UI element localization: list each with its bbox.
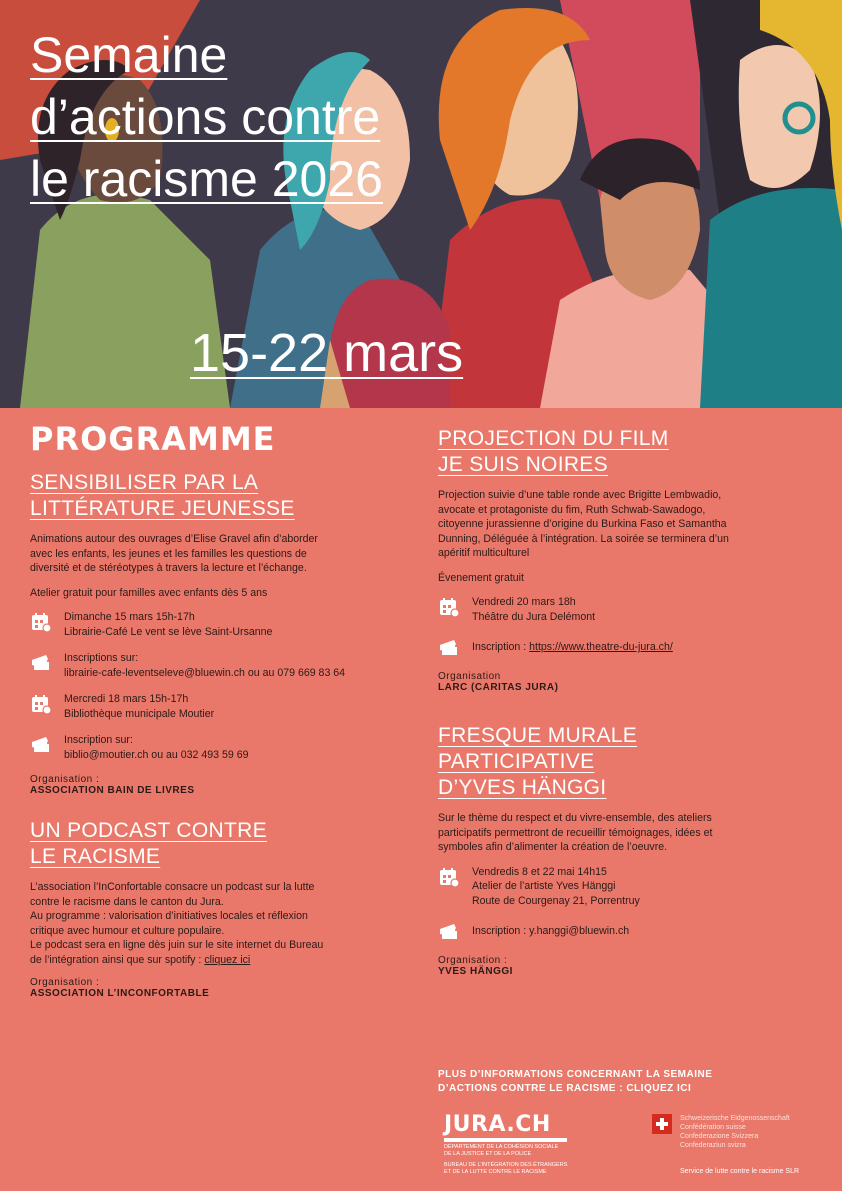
ticket-icon — [438, 921, 460, 943]
theatre-link[interactable]: https://www.theatre-du-jura.ch/ — [529, 641, 673, 653]
registration-film — [438, 636, 818, 659]
title-line: FRESQUE MURALE — [438, 724, 638, 747]
calendar-icon — [30, 611, 52, 633]
body-line: contre le racisme dans le canton du Jura. — [30, 895, 224, 908]
ticket-icon — [438, 637, 460, 659]
organisation-name: YVES HÄNGGI — [438, 966, 513, 977]
left-column — [30, 420, 415, 1021]
confederation-line: Confederaziun svizra — [680, 1142, 746, 1149]
programme-heading: PROGRAMME — [30, 420, 276, 458]
body-line: citoyenne jurassienne d’origine du Burkina Faso et Samantha — [438, 518, 727, 530]
section-litterature-title — [30, 470, 415, 522]
event-vendredis — [438, 865, 818, 909]
jura-bar — [444, 1138, 567, 1142]
registration-contact: biblio@moutier.ch ou au 032 493 59 69 — [64, 748, 249, 761]
confederation-line: Confederazione Svizzera — [680, 1133, 759, 1140]
body-line: Projection suivie d’une table ronde avec Brigitte Lembwadio, — [438, 489, 722, 501]
spotify-link[interactable]: cliquez ici — [204, 953, 251, 966]
atelier-note: Atelier gratuit pour familles avec enfants dès 5 ans — [30, 586, 268, 599]
section-podcast-body — [30, 880, 415, 967]
body-line: Dunning, Déléguée à l’intégration. La soirée se terminera d’un — [438, 532, 729, 545]
title-line-1: Semaine — [30, 27, 228, 83]
body-line: Au programme : valorisation d’initiatives locales et réflexion — [30, 910, 308, 922]
section-film-title — [438, 426, 818, 478]
more-info-link[interactable] — [438, 1068, 818, 1096]
calendar-icon — [30, 693, 52, 715]
section-podcast-title — [30, 818, 415, 870]
registration-1 — [30, 651, 415, 680]
jura-bureau — [444, 1162, 614, 1175]
title-line: PROJECTION DU FILM — [438, 427, 669, 450]
body-line: avec les enfants, les jeunes et les familles les questions de — [30, 547, 307, 560]
jura-dept-line: DE LA JUSTICE ET DE LA POLICE — [444, 1150, 532, 1157]
free-event-note: Évenement gratuit — [438, 571, 524, 584]
calendar-icon — [438, 596, 460, 618]
event-vendredi — [438, 595, 818, 624]
event-date: Dimanche 15 mars 15h-17h — [64, 611, 195, 623]
event-place: Bibliothèque municipale Moutier — [64, 707, 215, 720]
body-line: de l’intégration ainsi que sur spotify : — [30, 953, 205, 966]
event-place: Librairie-Café Le vent se lève Saint-Ursanne — [64, 625, 273, 638]
organisation-label: Organisation : — [30, 774, 100, 785]
section-fresque-title — [438, 723, 818, 801]
organisation-name: LARC (CARITAS JURA) — [438, 682, 559, 693]
event-mercredi — [30, 692, 415, 721]
jura-wordmark: JURA.CH — [444, 1112, 551, 1137]
registration-contact: Inscription : y.hanggi@bluewin.ch — [472, 925, 630, 937]
jura-bureau-line: ET DE LA LUTTE CONTRE LE RACISME — [444, 1168, 547, 1175]
event-address: Route de Courgenay 21, Porrentruy — [472, 894, 640, 907]
title-line-3: le racisme 2026 — [30, 151, 383, 207]
organisation-name: ASSOCIATION L’INCONFORTABLE — [30, 988, 210, 999]
confederation-line: Confédération suisse — [680, 1124, 746, 1131]
jura-dept-line: DÉPARTEMENT DE LA COHÉSION SOCIALE — [444, 1144, 559, 1150]
jura-bureau-line: BUREAU DE L’INTÉGRATION DES ÉTRANGERS — [444, 1162, 568, 1168]
body-line: symboles afin d’alimenter la création de l’oeuvre. — [438, 841, 668, 853]
swiss-confederation-logo — [652, 1114, 822, 1175]
confederation-names — [680, 1114, 790, 1150]
section-litterature-body — [30, 532, 415, 576]
event-date: Vendredis 8 et 22 mai 14h15 — [472, 865, 607, 878]
body-line: Animations autour des ouvrages d’Elise Gravel afin d’aborder — [30, 533, 318, 545]
body-line: L’association l’InConfortable consacre un podcast sur la lutte — [30, 881, 315, 893]
registration-label: Inscription : — [472, 641, 530, 653]
registration-2 — [30, 733, 415, 762]
organisation-label: Organisation : — [438, 955, 508, 966]
calendar-icon — [438, 866, 460, 888]
title-line: PARTICIPATIVE — [438, 750, 595, 773]
body-line: apéritif multiculturel — [438, 547, 530, 559]
ticket-icon — [30, 734, 52, 756]
title-line: SENSIBILISER PAR LA — [30, 471, 259, 494]
event-date: Vendredi 20 mars 18h — [472, 596, 576, 608]
event-dimanche — [30, 610, 415, 639]
more-info-line: D’ACTIONS CONTRE LE RACISME : CLIQUEZ ICI — [438, 1083, 692, 1094]
title-line: D’YVES HÄNGGI — [438, 776, 607, 799]
section-film-body — [438, 488, 818, 561]
jura-logo — [444, 1112, 614, 1175]
registration-fresque — [438, 920, 818, 943]
body-line: Sur le thème du respect et du vivre-ensemble, des ateliers — [438, 812, 712, 824]
swiss-flag-icon — [652, 1114, 672, 1134]
event-date: Mercredi 18 mars 15h-17h — [64, 693, 189, 705]
event-place: Atelier de l’artiste Yves Hänggi — [472, 880, 616, 892]
registration-contact: librairie-cafe-leventseleve@bluewin.ch ou au 079 669 83 64 — [64, 666, 346, 679]
registration-label: Inscriptions sur: — [64, 652, 139, 664]
event-title — [30, 24, 383, 210]
body-line: critique avec humour et culture populaire. — [30, 924, 225, 937]
registration-label: Inscription sur: — [64, 734, 133, 746]
jura-department — [444, 1144, 614, 1157]
body-line: avocate et protagoniste du fim, Ruth Schwab-Sawadogo, — [438, 503, 706, 516]
title-line: UN PODCAST CONTRE — [30, 819, 267, 842]
organisation-name: ASSOCIATION BAIN DE LIVRES — [30, 785, 195, 796]
body-line: Le podcast sera en ligne dès juin sur le site internet du Bureau — [30, 939, 324, 951]
right-column — [438, 426, 818, 999]
confederation-line: Schweizerische Eidgenossenschaft — [680, 1115, 790, 1122]
ticket-icon — [30, 652, 52, 674]
title-line-2: d’actions contre — [30, 89, 381, 145]
title-line: JE SUIS NOIRES — [438, 453, 608, 476]
body-line: participatifs permettront de recueillir témoignages, idées et — [438, 826, 713, 839]
more-info-line: PLUS D’INFORMATIONS CONCERNANT LA SEMAINE — [438, 1069, 713, 1080]
title-line: LE RACISME — [30, 845, 161, 868]
organisation-label: Organisation : — [30, 977, 100, 988]
event-place: Théâtre du Jura Delémont — [472, 610, 596, 623]
event-dates: 15-22 mars — [190, 323, 464, 383]
hero-illustration — [0, 0, 842, 408]
organisation-label: Organisation — [438, 671, 501, 682]
slr-service: Service de lutte contre le racisme SLR — [680, 1168, 800, 1175]
title-line: LITTÉRATURE JEUNESSE — [30, 497, 295, 520]
section-fresque-body — [438, 811, 818, 855]
body-line: diversité et de stéréotypes à travers la lecture et l’échange. — [30, 562, 307, 574]
